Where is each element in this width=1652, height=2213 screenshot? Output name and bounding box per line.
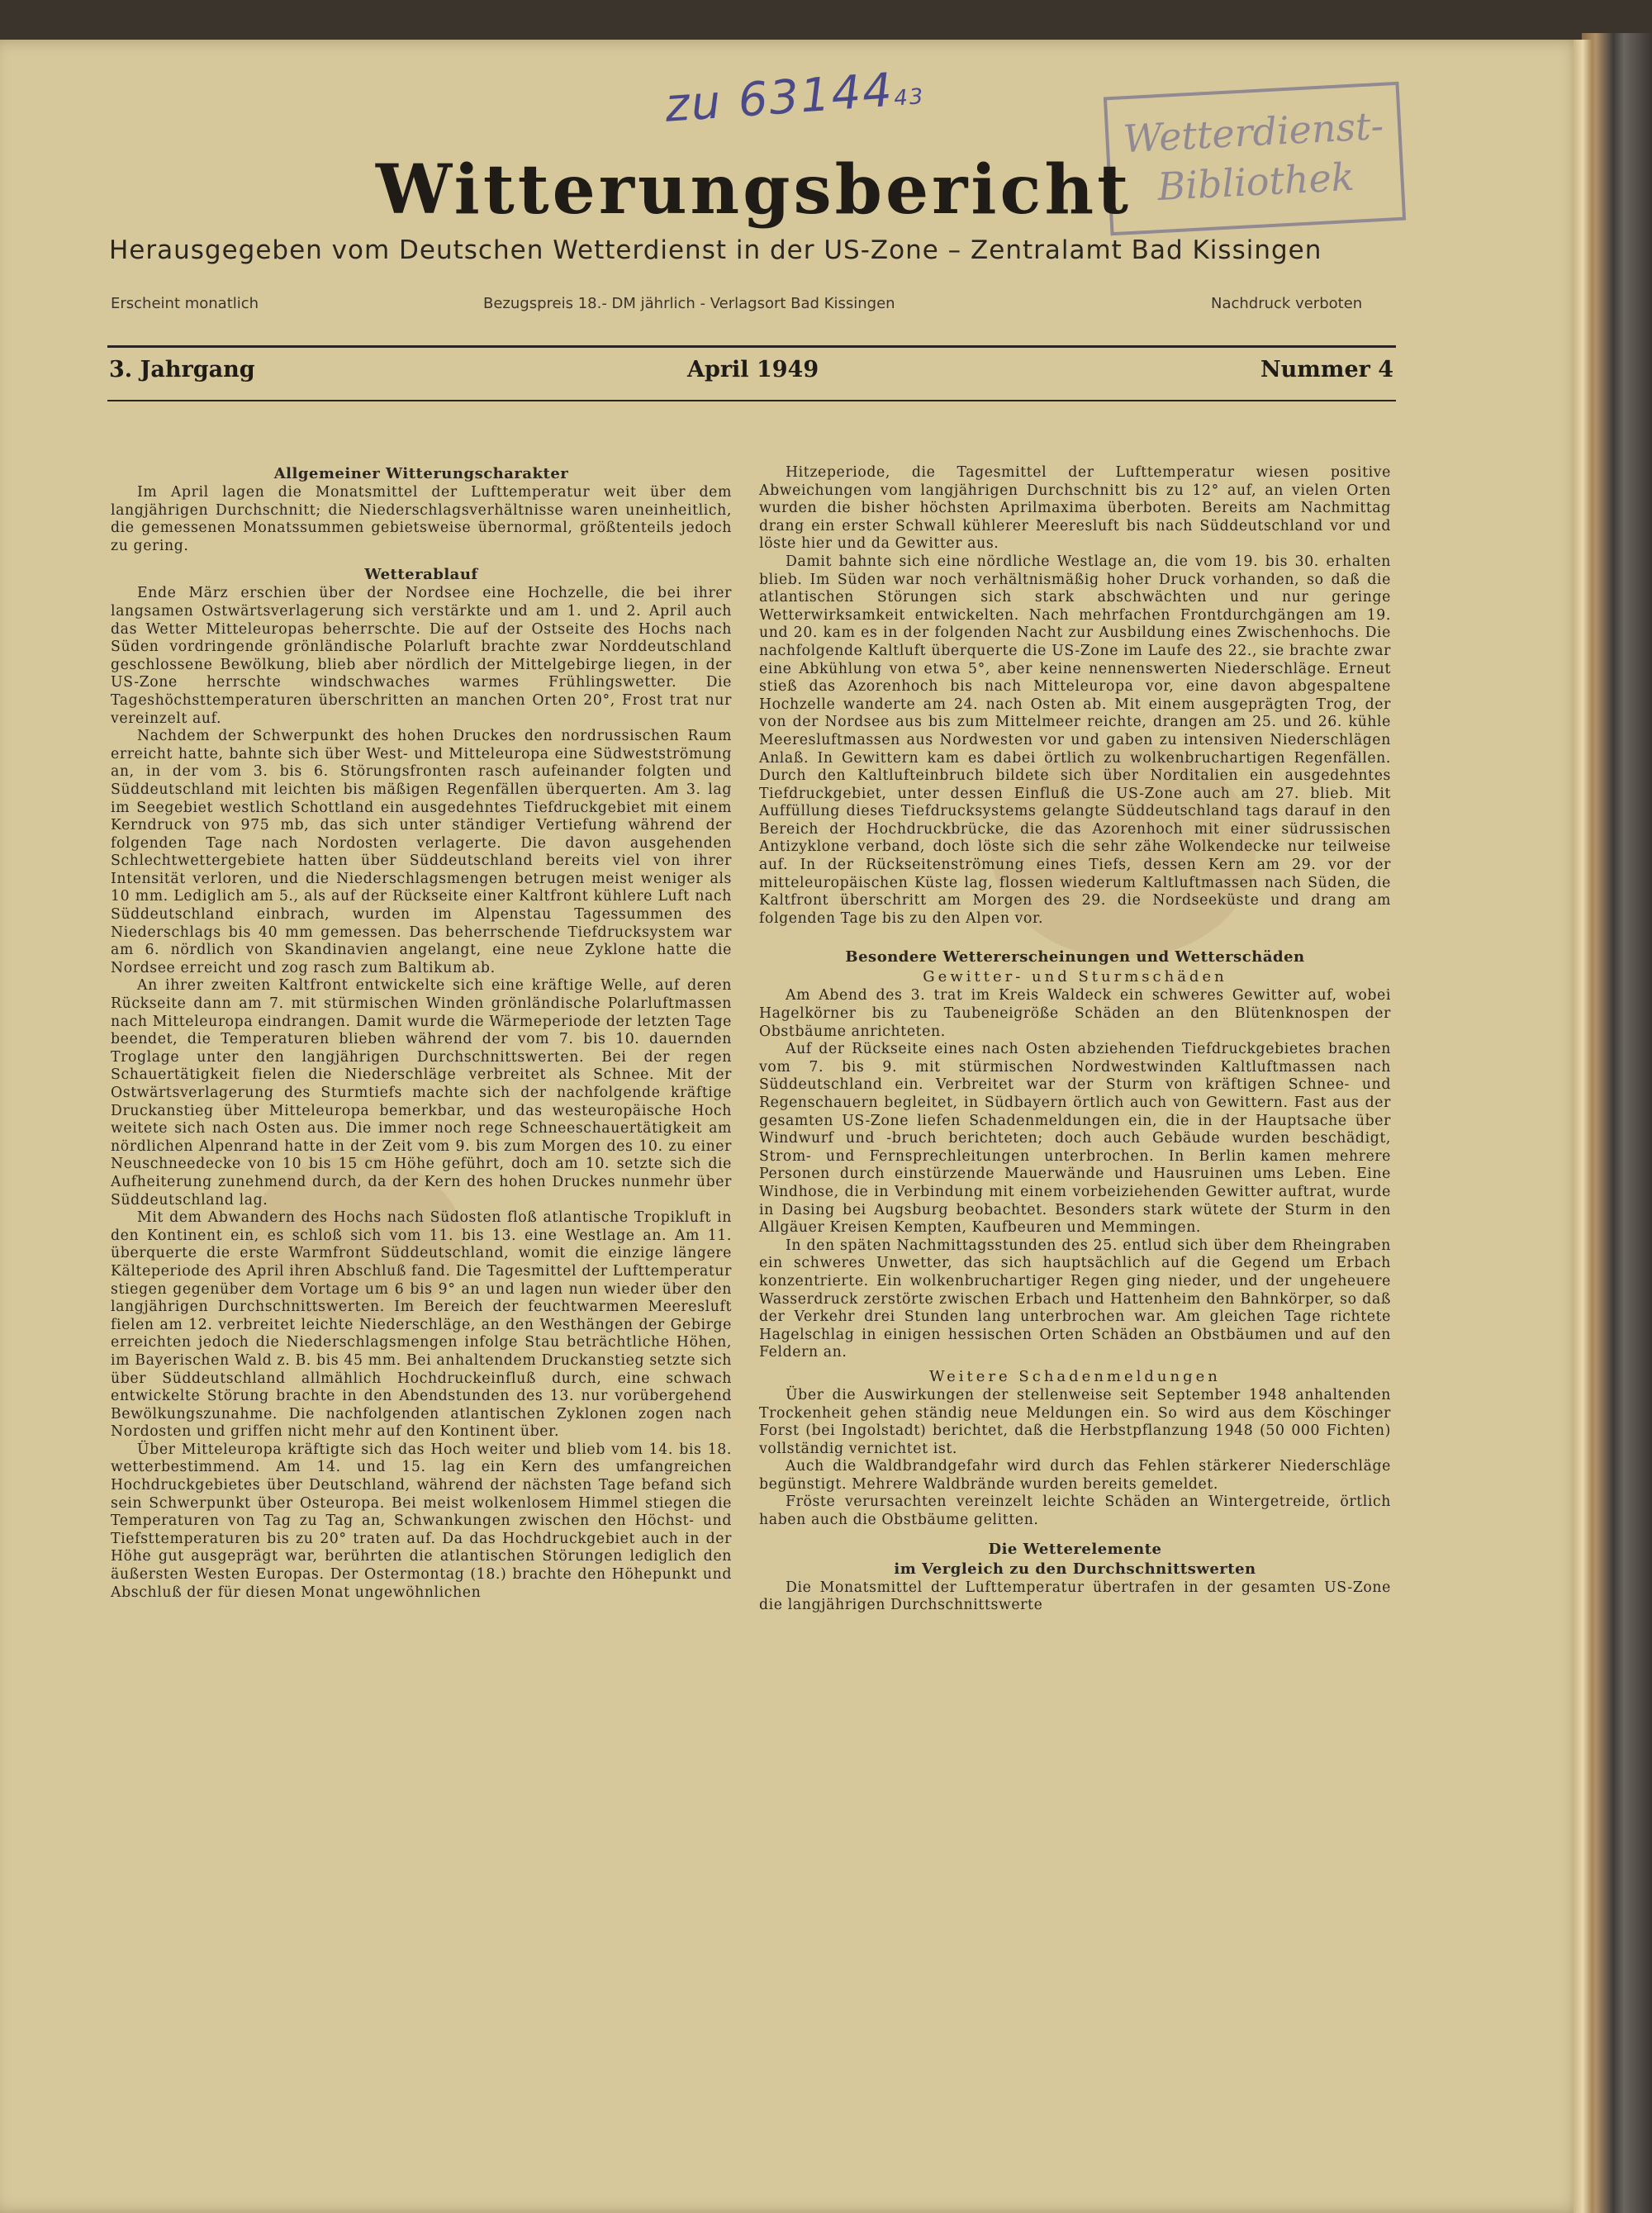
paragraph: Im April lagen die Monatsmittel der Lufttemperatur weit über dem langjährigen Durchschnitt; die Niederschlagsverhältnisse waren uneinheitlich, die gemessenen Monatssummen gebietsweise übernormal, größtenteils jedoch zu gering. bbox=[111, 484, 732, 554]
section-heading: Allgemeiner Witterungscharakter bbox=[273, 465, 569, 482]
page-edge bbox=[1574, 40, 1592, 2213]
subscription-info: Bezugspreis 18.- DM jährlich - Verlagsort Bad Kissingen bbox=[483, 295, 895, 312]
section-heading-line-2: im Vergleich zu den Durchschnittswerten bbox=[894, 1560, 1256, 1578]
stamp-line-2: Bibliothek bbox=[1156, 154, 1355, 210]
section-heading: Besondere Wettererscheinungen und Wetterschäden bbox=[845, 948, 1305, 966]
paragraph: Am Abend des 3. trat im Kreis Waldeck ein schweres Gewitter auf, wobei Hagelkörner bis zu Taubeneigröße Schäden an den Blütenknospen der Obstbäume anrichteten. bbox=[759, 987, 1391, 1040]
text-column-left bbox=[111, 464, 732, 1602]
paragraph: Über die Auswirkungen der stellenweise seit September 1948 anhaltenden Trockenheit gehen ständig neue Meldungen ein. So wird aus dem Köschinger Forst (bei Ingolstadt) berichtet, daß die Herbstpflanzung 1948 (50 000 Fichten) vollständig vernichtet ist. bbox=[759, 1386, 1391, 1457]
page-title-text: Witterungsbericht bbox=[376, 150, 1132, 230]
issue-number: Nummer 4 bbox=[1260, 357, 1394, 382]
subsection-heading: Gewitter- und Sturmschäden bbox=[923, 968, 1227, 986]
paragraph: Ende März erschien über der Nordsee eine Hochzelle, die bei ihrer langsamen Ostwärtsverlagerung sich verstärkte und am 1. und 2. April auch das Wetter Mitteleuropas beherrschte. Die auf der Ostseite des Hochs nach Süden vordringende grönländische Polarluft brachte zwar Norddeutschland geschlossene Bewölkung, blieb aber nördlich der Mittelgebirge liegen, in der US-Zone herrschte windschwaches warmes Frühlingswetter. Die Tageshöchsttemperaturen überschritten an manchen Orten 20°, Frost trat nur vereinzelt auf. bbox=[111, 585, 732, 727]
paragraph: In den späten Nachmittagsstunden des 25. entlud sich über dem Rheingraben ein schweres Unwetter, das sich hauptsächlich auf die Gegend um Erbach konzentrierte. Ein wolkenbruchartiger Regen ging nieder, und der ungeheuere Wasserdruck zerstörte zwischen Erbach und Hattenheim den Bahnkörper, so daß der Verkehr drei Stunden lang unterbrochen war. Am gleichen Tage richtete Hagelschlag in einigen hessischen Orten Schäden an Obstbäumen und auf den Feldern an. bbox=[759, 1237, 1391, 1361]
paragraph: Nachdem der Schwerpunkt des hohen Druckes den nordrussischen Raum erreicht hatte, bahnte sich über West- und Mitteleuropa eine Südwestströmung an, in der vom 3. bis 6. Störungsfronten rasch aufeinander folgten und Süddeutschland mit leichten bis mäßigen Regenfällen überquerten. Am 3. lag im Seegebiet westlich Schottland ein ausgedehntes Tiefdruckgebiet mit einem Kerndruck von 975 mb, das sich unter ständiger Vertiefung während der folgenden Tage nach Nordosten verlagerte. Die davon ausgehenden Schlechtwettergebiete hatten über Süddeutschland bereits viel von ihrer Intensität verloren, und die Niederschlagsmengen betrugen meist weniger als 10 mm. Lediglich am 5., als auf der Rückseite einer Kaltfront kühlere Luft nach Süddeutschland einbrach, wurden im Alpenstau Tagessummen des Niederschlags bis 40 mm gemessen. Das beherrschende Tiefdrucksystem war am 6. nördlich von Skandinavien angelangt, eine neue Zyklone hatte die Nordsee erreicht und zog rasch zum Baltikum ab. bbox=[111, 728, 732, 976]
text-column-right bbox=[759, 464, 1391, 1615]
subsection-heading: Weitere Schadenmeldungen bbox=[929, 1367, 1221, 1385]
volume-label: 3. Jahrgang bbox=[109, 357, 255, 382]
book-binding bbox=[1582, 33, 1652, 2213]
issue-date: April 1949 bbox=[687, 357, 819, 382]
header-rule-bottom bbox=[107, 400, 1396, 401]
stamp-line-1: Wetterdienst- bbox=[1122, 102, 1385, 162]
paragraph: Mit dem Abwandern des Hochs nach Südosten floß atlantische Tropikluft in den Kontinent ein, es schloß sich vom 11. bis 13. eine Westlage an. Am 11. überquerte die erste Warmfront Süddeutschland, womit die einzige längere Kälteperiode des April ihren Abschluß fand. Die Tagesmittel der Lufttemperatur stiegen gegenüber dem Vortage um 6 bis 9° an und lagen nun wieder über den langjährigen Durchschnittswerten. Im Bereich der feuchtwarmen Meeresluft fielen am 12. verbreitet leichte Niederschläge, an den Westhängen der Gebirge erreichten jedoch die Niederschlagsmengen infolge Stau beträchtliche Höhen, im Bayerischen Wald z. B. bis 45 mm. Bei anhaltendem Druckanstieg setzte sich über Süddeutschland allmählich Hochdruckeinfluß durch, eine schwach entwickelte Störung brachte in den Abendstunden des 13. nur vorübergehend Bewölkungszunahme. Die nachfolgenden atlantischen Zyklonen zogen nach Nordosten und griffen nicht mehr auf den Kontinent über. bbox=[111, 1209, 732, 1441]
paragraph: Die Monatsmittel der Lufttemperatur übertrafen in der gesamten US-Zone die langjährigen Durchschnittswerte bbox=[759, 1579, 1391, 1614]
reprint-notice: Nachdruck verboten bbox=[1211, 295, 1363, 312]
section-heading: Die Wetterelemente bbox=[988, 1540, 1162, 1558]
section-heading: Wetterablauf bbox=[364, 566, 478, 584]
handwritten-note-main: zu 63144 bbox=[663, 63, 895, 133]
paragraph: Damit bahnte sich eine nördliche Westlage an, die vom 19. bis 30. erhalten blieb. Im Süden war noch verhältnismäßig hoher Druck vorhanden, so daß die atlantischen Störungen sich stark abschwächten und nur geringe Wetterwirksamkeit entwickelten. Nach mehrfachen Frontdurchgängen am 19. und 20. kam es in der folgenden Nacht zur Ausbildung eines Zwischenhochs. Die nachfolgende Kaltluft überquerte die US-Zone im Laufe des 22., sie brachte zwar eine Abkühlung von etwa 5°, aber keine nennenswerten Niederschläge. Erneut stieß das Azorenhoch bis nach Mitteleuropa vor, eine davon abgespaltene Hochzelle wanderte am 24. nach Osten ab. Mit einem ausgeprägten Trog, der von der Nordsee aus bis zum Mittelmeer reichte, drangen am 25. und 26. kühle Meeresluftmassen aus Nordwesten vor und gaben zu intensiven Niederschlägen Anlaß. In Gewittern kam es dabei örtlich zu wolkenbruchartigen Regenfällen. Durch den Kaltlufteinbruch bildete sich über Norditalien ein ausgedehntes Tiefdruckgebiet, unter dessen Einfluß die US-Zone auch am 27. blieb. Mit Auffüllung dieses Tiefdrucksystems gelangte Süddeutschland tags darauf in den Bereich der Hochdruckbrücke, die das Azorenhoch mit einer südrussischen Antizyklone verband, doch löste sich die sehr zähe Wolkendecke nur teilweise auf. In der Rückseitenströmung eines Tiefs, dessen Kern am 29. vor der mitteleuropäischen Küste lag, flossen wiederum Kaltluftmassen nach Süden, die Kaltfront überschritt am Morgen des 29. die Nordseeküste und drang am folgenden Tage bis zu den Alpen vor. bbox=[759, 553, 1391, 927]
paragraph: An ihrer zweiten Kaltfront entwickelte sich eine kräftige Welle, auf deren Rückseite dann am 7. mit stürmischen Winden grönländische Polarluftmassen nach Mitteleuropa eindrangen. Damit wurde die Wärmeperiode der letzten Tage beendet, die Temperaturen blieben während der vom 7. bis 10. dauernden Troglage unter den langjährigen Durchschnittswerten. Bei der regen Schauertätigkeit fielen die Niederschläge verbreitet als Schnee. Mit der Ostwärtsverlagerung des Sturmtiefs machte sich der nachfolgende kräftige Druckanstieg über Mitteleuropa bemerkbar, und das westeuropäische Hoch weitete sich nach Osten aus. Die immer noch rege Schneeschauertätigkeit am nördlichen Alpenrand hatte in der Zeit vom 9. bis zum Morgen des 10. zu einer Neuschneedecke von 10 bis 15 cm Höhe geführt, doch am 10. setzte sich die Aufheiterung zunehmend durch, da der Kern des hohen Druckes nunmehr über Süddeutschland lag. bbox=[111, 977, 732, 1209]
publication-frequency: Erscheint monatlich bbox=[111, 295, 259, 312]
paragraph: Auch die Waldbrandgefahr wird durch das Fehlen stärkerer Niederschläge begünstigt. Mehrere Waldbrände wurden bereits gemeldet. bbox=[759, 1458, 1391, 1493]
paragraph: Hitzeperiode, die Tagesmittel der Lufttemperatur wiesen positive Abweichungen vom langjährigen Durchschnitt bis zu 12° auf, an vielen Orten wurden die bisher höchsten Aprilmaxima überboten. Bereits am Nachmittag drang ein erster Schwall kühlerer Meeresluft bis nach Süddeutschland vor und löste hier und da Gewitter aus. bbox=[759, 464, 1391, 553]
page-title bbox=[0, 150, 1582, 230]
book-edge bbox=[0, 0, 1652, 45]
header-rule-top bbox=[107, 345, 1396, 348]
paragraph: Über Mitteleuropa kräftigte sich das Hoch weiter und blieb vom 14. bis 18. wetterbestimmend. Am 14. und 15. lag ein Kern des umfangreichen Hochdruckgebietes über Deutschland, während der nächsten Tage befand sich sein Schwerpunkt über Osteuropa. Bei meist wolkenlosem Himmel stiegen die Temperaturen von Tag zu Tag an, Schwankungen zwischen den Höchst- und Tiefsttemperaturen bis zu 20° traten auf. Da das Hochdruckgebiet auch in der Höhe gut ausgeprägt war, berührten die atlantischen Störungen lediglich den äußersten Westen Europas. Der Ostermontag (18.) brachte den Höhepunkt und Abschluß der für diesen Monat ungewöhnlichen bbox=[111, 1441, 732, 1601]
handwritten-note-suffix: 43 bbox=[893, 84, 926, 112]
publisher-subtitle: Herausgegeben vom Deutschen Wetterdienst in der US-Zone – Zentralamt Bad Kissingen bbox=[109, 235, 1322, 265]
paragraph: Fröste verursachten vereinzelt leichte Schäden an Wintergetreide, örtlich haben auch die Obstbäume gelitten. bbox=[759, 1494, 1391, 1529]
paragraph: Auf der Rückseite eines nach Osten abziehenden Tiefdruckgebietes brachen vom 7. bis 9. mit stürmischen Nordwestwinden Kaltluftmassen nach Süddeutschland ein. Verbreitet war der Sturm von kräftigen Schnee- und Regenschauern begleitet, in Südbayern örtlich auch von Gewittern. Fast aus der gesamten US-Zone liefen Schadenmeldungen ein, die in der Hauptsache über Windwurf und -bruch berichteten; doch auch Gebäude wurden beschädigt, Strom- und Fernsprechleitungen unterbrochen. In Berlin kamen mehrere Personen durch einstürzende Mauerwände und Hausruinen ums Leben. Eine Windhose, die in Verbindung mit einem vorbeiziehenden Gewitter auftrat, wurde in Dasing bei Augsburg beobachtet. Besonders stark wütete der Sturm in den Allgäuer Kreisen Kempten, Kaufbeuren und Memmingen. bbox=[759, 1041, 1391, 1237]
